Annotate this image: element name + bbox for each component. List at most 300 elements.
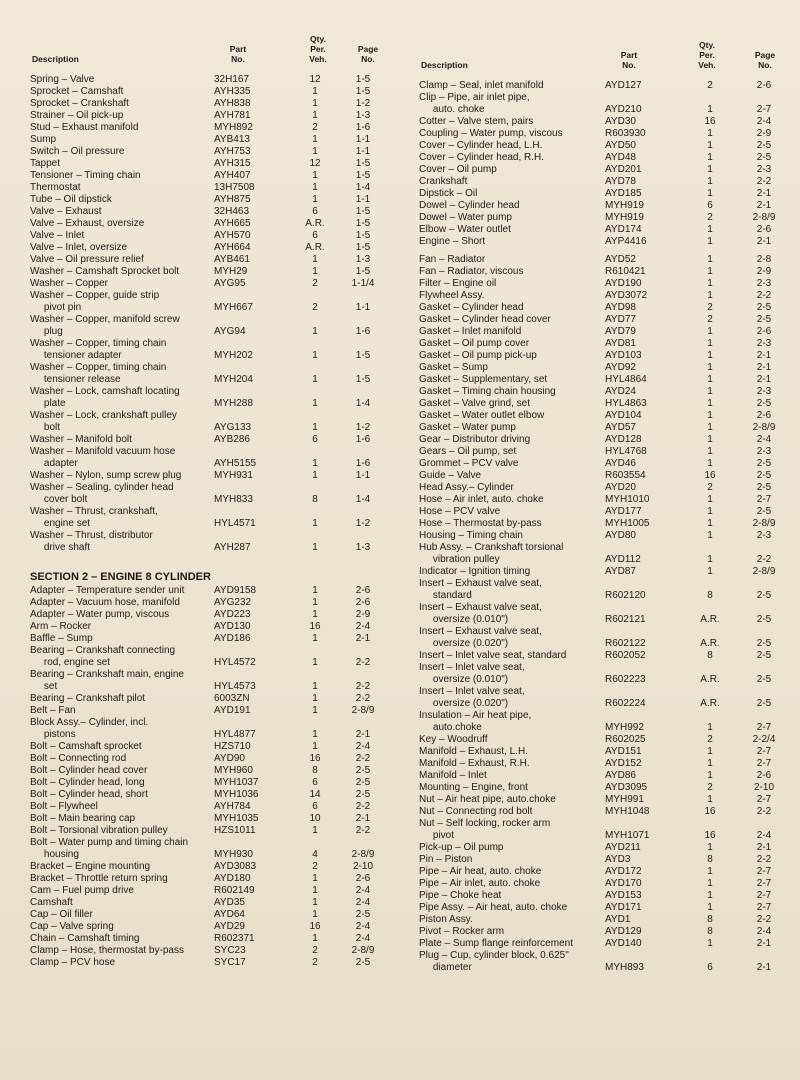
part-row: [419, 236, 789, 248]
part-description: [30, 693, 213, 705]
page-number: 2-2/4: [752, 734, 776, 745]
qty-per-vehicle: 8: [707, 590, 713, 601]
part-description: [419, 164, 604, 176]
qty-per-vehicle: 1: [312, 182, 318, 193]
part-row: [419, 470, 789, 482]
part-description: [419, 650, 604, 662]
description-line: Washer – Copper, guide strip: [30, 290, 160, 301]
description-line: Valve – Oil pressure relief: [30, 254, 144, 265]
qty-per-vehicle: 1: [707, 902, 713, 913]
part-description: [30, 669, 213, 693]
page-number: 2-8/9: [351, 705, 375, 716]
part-description: [419, 374, 604, 386]
part-number: AYD152: [605, 758, 642, 769]
part-number: MYH204: [214, 374, 253, 385]
description-line: Tensioner – Timing chain: [30, 170, 141, 181]
page-number: 1-2: [355, 98, 371, 109]
part-number: AYD211: [605, 842, 641, 853]
part-description: [30, 957, 213, 969]
page-number: 2-2: [756, 806, 772, 817]
page-number: 2-8/9: [752, 518, 776, 529]
page-number: 2-5: [756, 698, 772, 709]
part-row: [30, 182, 398, 194]
page-number: 1-1/4: [351, 278, 375, 289]
part-number: AYD112: [605, 554, 641, 565]
description-line: Elbow – Water outlet: [419, 224, 511, 235]
part-row: [419, 794, 789, 806]
part-number: MYH833: [214, 494, 253, 505]
part-row: [419, 266, 789, 278]
description-line: Washer – Sealing, cylinder head: [30, 482, 174, 493]
part-row: [30, 885, 398, 897]
part-number: 32H167: [214, 74, 250, 85]
description-line: Washer – Thrust, distributor: [30, 530, 153, 541]
qty-per-vehicle: 1: [312, 542, 318, 553]
qty-per-vehicle: 1: [707, 758, 713, 769]
part-row: [419, 602, 789, 626]
part-row: [30, 98, 398, 110]
page-number: 2-2: [355, 681, 371, 692]
part-description: [30, 765, 213, 777]
part-description: [30, 434, 213, 446]
description-line: Hub Assy. – Crankshaft torsional: [419, 542, 564, 553]
qty-per-vehicle: 1: [707, 878, 713, 889]
qty-per-vehicle: 1: [312, 110, 318, 121]
description-line: oversize (0.020"): [419, 698, 509, 709]
part-number: R602120: [605, 590, 646, 601]
page-number: 2-3: [756, 386, 772, 397]
qty-per-vehicle: 1: [707, 338, 713, 349]
right-parts-list: [419, 80, 789, 974]
part-row: [30, 693, 398, 705]
part-number: R602122: [605, 638, 646, 649]
page-number: 2-5: [756, 590, 772, 601]
part-row: [30, 897, 398, 909]
page-number: 2-1: [756, 362, 772, 373]
part-number: 6003ZN: [214, 693, 250, 704]
part-row: [419, 164, 789, 176]
part-number: AYD20: [605, 482, 636, 493]
part-number: HYL4768: [605, 446, 647, 457]
part-number: R602149: [214, 885, 255, 896]
part-number: R602121: [605, 614, 646, 625]
part-row: [419, 92, 789, 116]
part-row: [30, 386, 398, 410]
qty-per-vehicle: 1: [707, 722, 713, 733]
qty-per-vehicle: 6: [707, 200, 713, 211]
page-number: 1-4: [355, 182, 371, 193]
part-row: [419, 290, 789, 302]
part-number: SYC17: [214, 957, 246, 968]
part-number: AYD104: [605, 410, 642, 421]
page-number: 2-4: [355, 921, 371, 932]
description-line: Gasket – Sump: [419, 362, 488, 373]
part-row: [419, 542, 789, 566]
left-parts-list: [30, 74, 398, 969]
part-description: [30, 741, 213, 753]
part-row: [419, 806, 789, 818]
qty-per-vehicle: 1: [312, 170, 318, 181]
part-row: [419, 410, 789, 422]
qty-per-vehicle: 1: [312, 933, 318, 944]
part-description: [419, 482, 604, 494]
part-description: [419, 236, 604, 248]
qty-per-vehicle: 1: [312, 825, 318, 836]
part-number: HYL4863: [605, 398, 647, 409]
part-number: R602223: [605, 674, 646, 685]
description-line: Chain – Camshaft timing: [30, 933, 140, 944]
qty-per-vehicle: 1: [707, 278, 713, 289]
part-description: [419, 92, 604, 116]
part-row: [419, 422, 789, 434]
part-number: AYD185: [605, 188, 642, 199]
part-description: [419, 200, 604, 212]
description-line: Valve – Inlet, oversize: [30, 242, 128, 253]
part-description: [30, 933, 213, 945]
part-description: [419, 266, 604, 278]
part-row: [30, 765, 398, 777]
page-number: 2-7: [756, 722, 772, 733]
page-number: 2-1: [756, 188, 772, 199]
part-number: AYH838: [214, 98, 251, 109]
description-line: Coupling – Water pump, viscous: [419, 128, 563, 139]
part-description: [419, 806, 604, 818]
qty-per-vehicle: 2: [707, 782, 713, 793]
part-row: [419, 386, 789, 398]
part-description: [419, 626, 604, 650]
description-line: Bolt – Water pump and timing chain: [30, 837, 189, 848]
part-description: [30, 182, 213, 194]
part-number: AYH665: [214, 218, 251, 229]
part-number: AYD52: [605, 254, 636, 265]
part-description: [419, 446, 604, 458]
part-number: MYH919: [605, 200, 644, 211]
part-number: AYD201: [605, 164, 642, 175]
part-number: HZS1011: [214, 825, 256, 836]
page-number: 1-3: [355, 254, 371, 265]
description-line: Camshaft: [30, 897, 73, 908]
description-line: Gears – Oil pump, set: [419, 446, 517, 457]
part-row: [419, 494, 789, 506]
page-number: 2-4: [355, 933, 371, 944]
page-number: 1-5: [355, 350, 371, 361]
page-number: 2-7: [756, 746, 772, 757]
page-number: 2-10: [753, 782, 774, 793]
description-line: Manifold – Inlet: [419, 770, 487, 781]
part-row: [30, 194, 398, 206]
page-number: 2-6: [756, 224, 772, 235]
part-description: [419, 152, 604, 164]
part-number: MYH1035: [214, 813, 259, 824]
description-line: Bolt – Torsional vibration pulley: [30, 825, 168, 836]
page-number: 1-5: [355, 218, 371, 229]
part-description: [30, 86, 213, 98]
page-number: 2-3: [756, 164, 772, 175]
page-number: 1-2: [355, 518, 371, 529]
page-number: 2-7: [756, 902, 772, 913]
qty-per-vehicle: 6: [312, 777, 318, 788]
page-number: 2-7: [756, 758, 772, 769]
part-description: [419, 530, 604, 542]
page-number: 1-5: [355, 74, 371, 85]
qty-per-vehicle: 1: [707, 566, 713, 577]
page-number: 1-5: [355, 158, 371, 169]
part-number: AYD180: [214, 873, 251, 884]
qty-per-vehicle: 1: [707, 128, 713, 139]
part-description: [30, 278, 213, 290]
part-number: AYH875: [214, 194, 251, 205]
part-row: [30, 254, 398, 266]
part-row: [30, 633, 398, 645]
part-number: AYD48: [605, 152, 636, 163]
part-row: [30, 801, 398, 813]
header-part-no: Part No.: [620, 50, 638, 70]
description-line: Nut – Air heat pipe, auto.choke: [419, 794, 556, 805]
page-number: 2-4: [355, 741, 371, 752]
description-line: Hose – PCV valve: [419, 506, 501, 517]
part-row: [30, 945, 398, 957]
page-number: 1-2: [355, 422, 371, 433]
part-description: [419, 80, 604, 92]
part-number: R603930: [605, 128, 646, 139]
description-line: Indicator – Ignition timing: [419, 566, 531, 577]
page-number: 2-2: [756, 914, 772, 925]
description-line: Bearing – Crankshaft main, engine: [30, 669, 184, 680]
qty-per-vehicle: 1: [707, 434, 713, 445]
part-number: MYH29: [214, 266, 248, 277]
qty-per-vehicle: 2: [707, 80, 713, 91]
qty-per-vehicle: 2: [707, 734, 713, 745]
part-number: R602371: [214, 933, 255, 944]
qty-per-vehicle: 1: [312, 422, 318, 433]
page-number: 2-2: [355, 657, 371, 668]
part-number: AYH781: [214, 110, 251, 121]
part-number: AYH570: [214, 230, 251, 241]
qty-per-vehicle: 1: [312, 873, 318, 884]
description-line: Bolt – Main bearing cap: [30, 813, 136, 824]
part-description: [30, 338, 213, 362]
part-row: [30, 134, 398, 146]
page-number: 1-6: [355, 326, 371, 337]
part-description: [30, 873, 213, 885]
page-number: 2-6: [756, 410, 772, 421]
part-number: AYD177: [605, 506, 642, 517]
part-description: [419, 422, 604, 434]
description-line: diameter: [419, 962, 472, 973]
page-number: 2-5: [756, 152, 772, 163]
qty-per-vehicle: 8: [707, 926, 713, 937]
part-row: [30, 861, 398, 873]
qty-per-vehicle: 1: [312, 897, 318, 908]
part-row: [30, 825, 398, 837]
description-line: Insert – Inlet valve seat,: [419, 686, 525, 697]
page-number: 2-1: [756, 962, 772, 973]
page-number: 1-1: [355, 302, 371, 313]
part-description: [30, 290, 213, 314]
qty-per-vehicle: 1: [707, 446, 713, 457]
part-number: AYH664: [214, 242, 251, 253]
part-number: AYD3: [605, 854, 631, 865]
description-line: Cap – Oil filler: [30, 909, 93, 920]
part-row: [30, 585, 398, 597]
page-number: 1-1: [355, 194, 371, 205]
description-line: Clip – Pipe, air inlet pipe,: [419, 92, 530, 103]
qty-per-vehicle: 1: [312, 681, 318, 692]
part-row: [419, 902, 789, 914]
part-row: [30, 434, 398, 446]
part-number: AYD3083: [214, 861, 257, 872]
part-row: [419, 650, 789, 662]
part-number: AYD191: [214, 705, 251, 716]
part-description: [30, 206, 213, 218]
part-description: [30, 482, 213, 506]
description-line: Gasket – Oil pump pick-up: [419, 350, 537, 361]
part-number: AYD210: [605, 104, 642, 115]
qty-per-vehicle: 16: [309, 921, 321, 932]
qty-per-vehicle: A.R.: [305, 218, 325, 229]
qty-per-vehicle: 6: [312, 801, 318, 812]
description-line: Switch – Oil pressure: [30, 146, 125, 157]
part-number: AYD127: [605, 80, 642, 91]
part-row: [419, 770, 789, 782]
part-row: [30, 813, 398, 825]
description-line: Gasket – Water pump: [419, 422, 516, 433]
qty-per-vehicle: 10: [309, 813, 321, 824]
page-number: 2-1: [756, 938, 772, 949]
page-number: 2-5: [756, 302, 772, 313]
qty-per-vehicle: 1: [312, 741, 318, 752]
part-description: [419, 278, 604, 290]
description-line: Cover – Cylinder head, R.H.: [419, 152, 545, 163]
qty-per-vehicle: 1: [312, 350, 318, 361]
part-row: [30, 110, 398, 122]
page-number: 2-7: [756, 104, 772, 115]
qty-per-vehicle: 1: [707, 236, 713, 247]
qty-per-vehicle: 14: [309, 789, 321, 800]
qty-per-vehicle: 1: [312, 98, 318, 109]
part-description: [419, 878, 604, 890]
description-line: tensioner release: [30, 374, 121, 385]
part-number: AYD98: [605, 302, 636, 313]
qty-per-vehicle: 1: [707, 152, 713, 163]
part-description: [419, 902, 604, 914]
part-row: [30, 597, 398, 609]
part-description: [30, 254, 213, 266]
description-line: Pipe – Air heat, auto. choke: [419, 866, 542, 877]
part-description: [419, 782, 604, 794]
qty-per-vehicle: 6: [312, 434, 318, 445]
part-number: 13H7508: [214, 182, 255, 193]
page-number: 1-6: [355, 434, 371, 445]
description-line: Nut – Self locking, rocker arm: [419, 818, 551, 829]
page-number: 2-2: [355, 825, 371, 836]
description-line: Washer – Nylon, sump screw plug: [30, 470, 182, 481]
page-number: 2-8/9: [351, 945, 375, 956]
description-line: Clamp – Hose, thermostat by-pass: [30, 945, 184, 956]
part-description: [419, 890, 604, 902]
header-description: Description: [421, 60, 468, 70]
part-description: [419, 212, 604, 224]
part-number: MYH202: [214, 350, 253, 361]
part-number: AYD9158: [214, 585, 257, 596]
description-line: Head Assy.– Cylinder: [419, 482, 514, 493]
part-row: [419, 362, 789, 374]
part-description: [30, 98, 213, 110]
description-line: Piston Assy.: [419, 914, 473, 925]
description-line: Gasket – Cylinder head cover: [419, 314, 551, 325]
part-number: AYD140: [605, 938, 642, 949]
description-line: auto.choke: [419, 722, 482, 733]
qty-per-vehicle: 16: [309, 621, 321, 632]
qty-per-vehicle: 2: [707, 314, 713, 325]
part-row: [419, 446, 789, 458]
description-line: Clamp – Seal, inlet manifold: [419, 80, 544, 91]
part-row: [419, 116, 789, 128]
part-description: [419, 662, 604, 686]
part-row: [30, 530, 398, 554]
part-description: [419, 734, 604, 746]
part-row: [419, 782, 789, 794]
part-description: [419, 746, 604, 758]
qty-per-vehicle: 8: [312, 494, 318, 505]
description-line: Gasket – Supplementary, set: [419, 374, 548, 385]
part-description: [419, 686, 604, 710]
part-row: [30, 410, 398, 434]
part-number: MYH1037: [214, 777, 259, 788]
part-row: [30, 482, 398, 506]
part-description: [419, 176, 604, 188]
description-line: Block Assy.– Cylinder, incl.: [30, 717, 149, 728]
page-number: 1-5: [355, 266, 371, 277]
qty-per-vehicle: 1: [707, 746, 713, 757]
qty-per-vehicle: 16: [309, 753, 321, 764]
part-description: [30, 122, 213, 134]
description-line: Bearing – Crankshaft connecting: [30, 645, 176, 656]
qty-per-vehicle: 8: [707, 914, 713, 925]
page-number: 2-1: [355, 633, 371, 644]
page-number: 2-5: [756, 506, 772, 517]
page-number: 2-1: [756, 350, 772, 361]
part-description: [419, 866, 604, 878]
part-description: [419, 914, 604, 926]
qty-per-vehicle: 1: [707, 350, 713, 361]
page-number: 2-6: [355, 873, 371, 884]
part-description: [419, 470, 604, 482]
section-1-list: [30, 74, 398, 554]
qty-per-vehicle: 1: [707, 164, 713, 175]
description-line: pivot: [419, 830, 455, 841]
page-number: 2-4: [756, 830, 772, 841]
description-line: Nut – Connecting rod bolt: [419, 806, 533, 817]
page-number: 2-5: [756, 650, 772, 661]
part-row: [419, 662, 789, 686]
page-number: 2-5: [756, 674, 772, 685]
part-description: [30, 813, 213, 825]
description-line: Sump: [30, 134, 57, 145]
header-qty: Qty. Per. Veh.: [698, 40, 716, 70]
part-description: [30, 645, 213, 669]
description-line: Sprocket – Camshaft: [30, 86, 124, 97]
part-row: [30, 278, 398, 290]
part-number: HYL4572: [214, 657, 256, 668]
description-line: cover bolt: [30, 494, 88, 505]
qty-per-vehicle: 1: [312, 146, 318, 157]
part-row: [419, 176, 789, 188]
part-number: AYH5155: [214, 458, 257, 469]
part-number: MYH960: [214, 765, 253, 776]
page-number: 2-2: [756, 854, 772, 865]
qty-per-vehicle: 1: [312, 86, 318, 97]
